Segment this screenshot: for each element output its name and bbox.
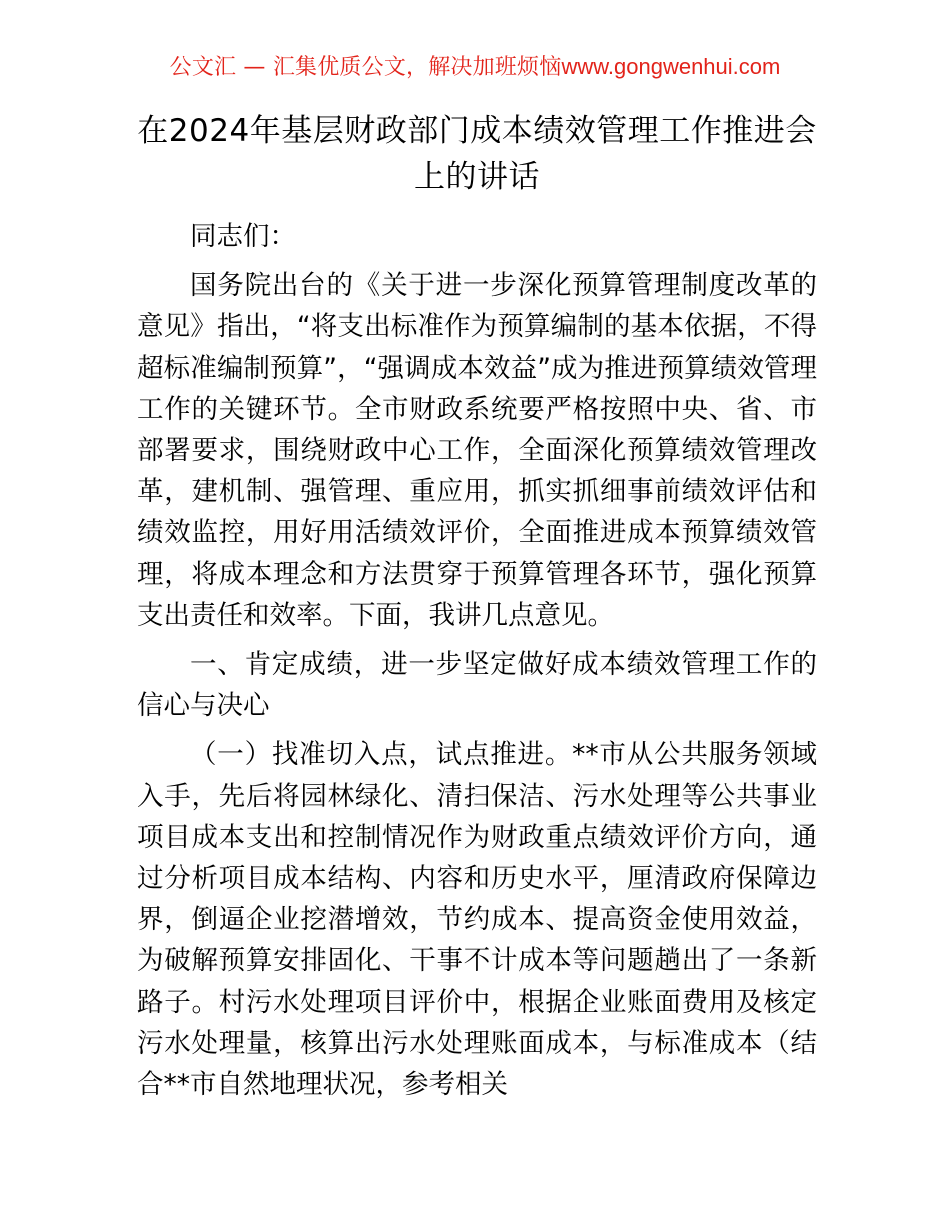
page-title: 在2024年基层财政部门成本绩效管理工作推进会上的讲话 (137, 113, 817, 195)
salutation-paragraph: 同志们： (190, 221, 296, 252)
site-brand-text: 公文汇 — 汇集优质公文，解决加班烦恼 (169, 55, 562, 80)
site-watermark-banner (0, 52, 950, 83)
paragraph-intro: 国务院出台的《关于进一步深化预算管理制度改革的意见》指出，“将支出标准作为预算编制的基本依据，不得超标准编制预算”，“强调成本效益”成为推进预算绩效管理工作的关键环节。全市财政系统要严格按照中央、省、市部署要求，围绕财政中心工作，全面深化预算绩效管理改革，建机制、强管理、重应用，抓实抓细事前绩效评估和绩效监控，用好用活绩效评价，全面推进成本预算绩效管理，将成本理念和方法贯穿于预算管理各环节，强化预算支出责任和效率。下面，我讲几点意见。 (137, 270, 817, 631)
site-url-text: www.gongwenhui.com (561, 54, 781, 79)
section-heading-1: 一、肯定成绩，进一步坚定做好成本绩效管理工作的信心与决心 (137, 649, 817, 722)
paragraph-section-1-1: （一）找准切入点，试点推进。**市从公共服务领域入手，先后将园林绿化、清扫保洁、污水处理等公共事业项目成本支出和控制情况作为财政重点绩效评价方向，通过分析项目成本结构、内容和历史水平，厘清政府保障边界，倒逼企业挖潜增效，节约成本、提高资金使用效益，为破解预算安排固化、干事不计成本等问题趟出了一条新路子。村污水处理项目评价中，根据企业账面费用及核定污水处理量，核算出污水处理账面成本，与标准成本（结合**市自然地理状况，参考相关 (137, 739, 817, 1101)
document-body (137, 108, 817, 1105)
